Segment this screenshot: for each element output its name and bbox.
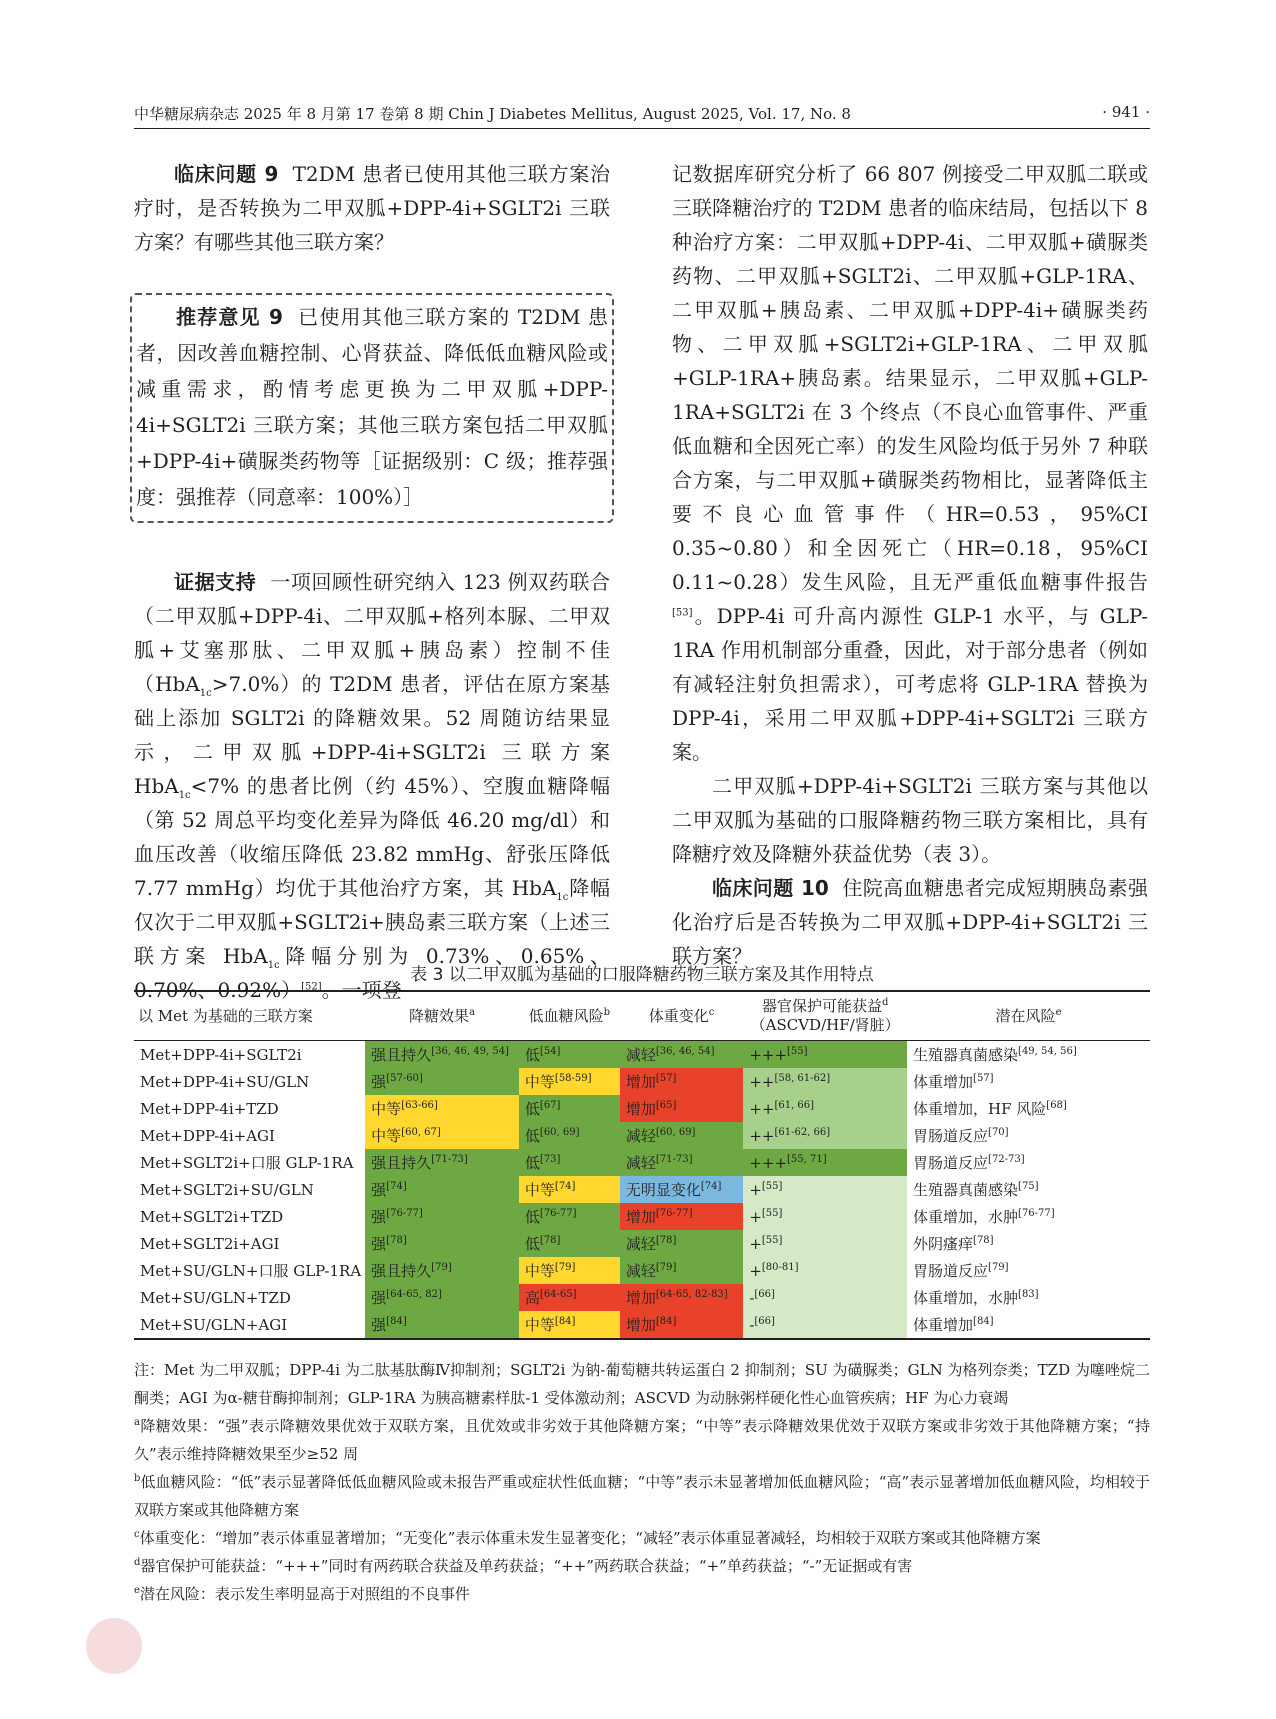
table-row <box>134 1149 1150 1176</box>
note-c <box>134 1524 1150 1552</box>
effect-value: 强且持久 <box>371 1154 432 1172</box>
effect-cell <box>365 1311 519 1339</box>
risk-cell <box>907 1257 1150 1284</box>
effect-value: 强 <box>371 1181 387 1199</box>
weight-value: 增加 <box>625 1289 656 1307</box>
note-text: 体重变化：“增加”表示体重显著增加；“无变化”表示体重未发生显著变化；“减轻”表示体重显著减轻，均相较于双联方案或其他降糖方案 <box>139 1529 1041 1547</box>
organ-cell <box>743 1311 907 1339</box>
citation: [65] <box>655 1100 677 1111</box>
citation: [67] <box>539 1100 561 1111</box>
weight-cell <box>620 1068 743 1095</box>
citation: [36, 46, 54] <box>655 1046 715 1057</box>
clinical-question-10 <box>672 871 1148 973</box>
organ-cell <box>743 1149 907 1176</box>
citation: [55] <box>761 1207 783 1219</box>
hypo-value: 中等 <box>524 1073 555 1091</box>
organ-cell <box>743 1095 907 1122</box>
hypo-cell <box>519 1149 620 1176</box>
body-text: 记数据库研究分析了 66 807 例接受二甲双胍二联或三联降糖治疗的 T2DM 患者的临床结局，包括以下 8 种治疗方案：二甲双胍+DPP-4i、二甲双胍+磺脲类药物、二甲双胍+SGLT2i、二甲双胍+GLP-1RA、二甲双胍+胰岛素、二甲双胍+DPP-4i+磺脲类药物、二甲双胍+SGLT2i+GLP-1RA、二甲双胍+GLP-1RA+胰岛素。结果显示，二甲双胍+GLP-1RA+SGLT2i 在 3 个终点（不良心血管事件、严重低血糖和全因死亡率）的发生风险均低于另外 7 种联合方案，与二甲双胍+磺脲类药物相比，显著降低主要不良心血管事件（HR=0.53，95%CI 0.35~0.80）和全因死亡（HR=0.18，95%CI 0.11~0.28）发生风险，且无严重低血糖事件报告 <box>672 162 1148 594</box>
citation: [57-60] <box>386 1073 423 1084</box>
organ-value: + <box>749 1234 762 1253</box>
hypo-value: 低 <box>524 1127 540 1145</box>
citation: [36, 46, 49, 54] <box>431 1046 509 1057</box>
effect-value: 强 <box>371 1289 387 1307</box>
q10-text: 住院高血糖患者完成短期胰岛素强化治疗后是否转换为二甲双胍+DPP-4i+SGLT2i 三联方案？ <box>672 876 1149 968</box>
citation: [53] <box>672 607 693 619</box>
regimen-table <box>134 990 1150 1340</box>
hypo-value: 中等 <box>524 1262 555 1280</box>
citation: [57] <box>973 1073 994 1084</box>
registry-paragraph <box>672 157 1148 769</box>
citation: [76-77] <box>386 1208 423 1219</box>
citation: [84] <box>655 1316 677 1327</box>
citation: [55, 71] <box>787 1153 827 1165</box>
weight-cell <box>620 1041 743 1069</box>
effect-value: 强 <box>371 1316 387 1334</box>
organ-value: - <box>749 1288 755 1307</box>
weight-cell <box>620 1176 743 1203</box>
citation: [73] <box>539 1154 561 1165</box>
organ-value: +++ <box>749 1153 788 1172</box>
evidence-label: 证据支持 <box>174 570 257 594</box>
organ-value: ++ <box>749 1072 775 1091</box>
evidence-text: <7% 的患者比例（约 45%）、空腹血糖降幅（第 52 周总平均变化差异为降低 46.20 mg/dl）和血压改善（收缩压降低 23.82 mmHg、舒张压降低 7.77 mmHg）均优于其他治疗方案，其 HbA <box>134 774 610 900</box>
citation: [55] <box>787 1045 808 1057</box>
citation: [52] <box>301 981 322 993</box>
organ-value: ++ <box>749 1126 775 1145</box>
left-column <box>134 157 610 1007</box>
citation: [64-65, 82] <box>386 1289 442 1300</box>
risk-value: 体重增加 <box>913 1073 974 1091</box>
citation: [68] <box>1046 1100 1067 1111</box>
header-note-marker: e <box>1055 1006 1062 1018</box>
comparison-paragraph: 二甲双胍+DPP-4i+SGLT2i 三联方案与其他以二甲双胍为基础的口服降糖药物三联方案相比，具有降糖疗效及降糖外获益优势（表 3）。 <box>672 774 1148 866</box>
note-marker: a <box>134 1417 140 1428</box>
table-row <box>134 1257 1150 1284</box>
citation: [49, 54, 56] <box>1018 1046 1077 1057</box>
risk-cell <box>907 1095 1150 1122</box>
organ-value: +++ <box>749 1045 788 1064</box>
citation: [64-65, 82-83] <box>655 1289 728 1300</box>
hypo-value: 低 <box>524 1154 540 1172</box>
effect-cell <box>365 1149 519 1176</box>
regimen-cell: Met+SGLT2i+口服 GLP-1RA <box>140 1154 354 1172</box>
hypo-value: 低 <box>524 1046 540 1064</box>
citation: [79] <box>431 1262 452 1273</box>
citation: [71-73] <box>431 1154 468 1165</box>
note-b <box>134 1468 1150 1524</box>
q9-label: 临床问题 9 <box>174 162 279 186</box>
organ-value: - <box>749 1315 755 1334</box>
citation: [76-77] <box>655 1208 693 1219</box>
effect-cell <box>365 1068 519 1095</box>
table-row <box>134 1284 1150 1311</box>
effect-value: 强 <box>371 1073 387 1091</box>
citation: [58, 61-62] <box>774 1072 831 1084</box>
citation: [76-77] <box>1018 1208 1055 1219</box>
table-header-row <box>134 991 1150 1041</box>
hypo-value: 中等 <box>524 1181 555 1199</box>
weight-cell <box>620 1257 743 1284</box>
header-note-marker: a <box>469 1006 476 1018</box>
note-marker: c <box>134 1529 140 1540</box>
weight-cell <box>620 1095 743 1122</box>
effect-value: 强 <box>371 1235 387 1253</box>
citation: [60, 69] <box>539 1127 580 1138</box>
regimen-cell: Met+DPP-4i+TZD <box>140 1099 279 1118</box>
weight-value: 减轻 <box>625 1235 656 1253</box>
organ-cell <box>743 1203 907 1230</box>
effect-value: 强且持久 <box>371 1046 432 1064</box>
header-subtitle: （ASCVD/HF/肾脏） <box>750 1016 900 1034</box>
risk-value: 体重增加，HF 风险 <box>913 1100 1047 1118</box>
citation: [84] <box>973 1316 994 1327</box>
rec9-label: 推荐意见 9 <box>176 305 283 329</box>
hypo-value: 低 <box>524 1100 540 1118</box>
weight-cell <box>620 1230 743 1257</box>
column-header: 潜在风险$^e$ <box>907 991 1150 1041</box>
note-text: 降糖效果：“强”表示降糖效果优效于双联方案，且优效或非劣效于其他降糖方案；“中等”表示降糖效果优效于双联方案或非劣效于其他降糖方案；“持久”表示维持降糖效果至少≥52 周 <box>134 1417 1150 1463</box>
effect-cell <box>365 1257 519 1284</box>
column-header: 体重变化$^c$ <box>620 991 743 1041</box>
table-row <box>134 1230 1150 1257</box>
table-notes <box>134 1356 1150 1608</box>
citation: [79] <box>655 1262 677 1273</box>
subscript: 1c <box>178 790 191 801</box>
risk-cell <box>907 1203 1150 1230</box>
table-row <box>134 1068 1150 1095</box>
risk-cell <box>907 1176 1150 1203</box>
subscript: 1c <box>199 688 212 699</box>
recommendation-9 <box>136 299 608 515</box>
citation: [60, 69] <box>655 1127 696 1138</box>
evidence-text: 一项回顾性研究纳入 123 例双药联合（二甲双胍+DPP-4i、二甲双胍+格列本脲、二甲双胍+艾塞那肽、二甲双胍+胰岛素）控制不佳（HbA <box>134 570 611 696</box>
citation: [55] <box>761 1180 783 1192</box>
hypo-cell <box>519 1068 620 1095</box>
note-d <box>134 1552 1150 1580</box>
page-number: · 941 · <box>1102 103 1150 121</box>
q10-label: 临床问题 10 <box>712 876 829 900</box>
hypo-value: 中等 <box>524 1316 555 1334</box>
rec9-text: 已使用其他三联方案的 T2DM 患者，因改善血糖控制、心肾获益、降低低血糖风险或减重需求，酌情考虑更换为二甲双胍+DPP-4i+SGLT2i 三联方案；其他三联方案包括二甲双胍+DPP-4i+磺脲类药物等［证据级别：C 级；推荐强度：强推荐（同意率：100%）］ <box>136 305 609 509</box>
publisher-seal-icon <box>86 1618 142 1674</box>
citation: [80-81] <box>761 1261 799 1273</box>
clinical-question-9 <box>134 157 610 259</box>
subscript: 1c <box>267 960 280 971</box>
weight-value: 增加 <box>625 1100 656 1118</box>
column-header: 降糖效果$^a$ <box>365 991 519 1041</box>
weight-value: 增加 <box>625 1208 656 1226</box>
note-text: 潜在风险：表示发生率明显高于对照组的不良事件 <box>139 1585 470 1603</box>
hypo-cell <box>519 1041 620 1069</box>
risk-value: 生殖器真菌感染 <box>913 1181 1019 1199</box>
weight-cell <box>620 1122 743 1149</box>
column-header: 器官保护可能获益$^d$ （ASCVD/HF/肾脏） <box>743 991 907 1041</box>
header-note-marker: b <box>603 1006 611 1018</box>
risk-value: 体重增加，水肿 <box>913 1208 1019 1226</box>
risk-cell <box>907 1149 1150 1176</box>
risk-value: 胃肠道反应 <box>913 1154 989 1172</box>
risk-cell <box>907 1068 1150 1095</box>
weight-cell <box>620 1284 743 1311</box>
regimen-cell: Met+SU/GLN+口服 GLP-1RA <box>140 1262 362 1280</box>
organ-cell <box>743 1068 907 1095</box>
effect-cell <box>365 1095 519 1122</box>
citation: [79] <box>554 1262 576 1273</box>
risk-cell <box>907 1230 1150 1257</box>
risk-value: 体重增加 <box>913 1316 974 1334</box>
hypo-cell <box>519 1176 620 1203</box>
table-row <box>134 1203 1150 1230</box>
weight-value: 减轻 <box>625 1046 656 1064</box>
note-marker: b <box>134 1473 141 1484</box>
effect-cell <box>365 1176 519 1203</box>
organ-cell <box>743 1230 907 1257</box>
organ-value: + <box>749 1180 762 1199</box>
evidence-text: 。一项登 <box>321 978 402 1002</box>
citation: [64-65] <box>539 1289 577 1300</box>
header-rule <box>134 128 1150 129</box>
citation: [74] <box>386 1181 407 1192</box>
note-text: 器官保护可能获益：“+++”同时有两药联合获益及单药获益；“++”两药联合获益；“+”单药获益；“-”无证据或有害 <box>140 1557 913 1575</box>
organ-value: + <box>749 1207 762 1226</box>
hypo-value: 低 <box>524 1235 540 1253</box>
risk-value: 体重增加，水肿 <box>913 1289 1019 1307</box>
weight-cell <box>620 1311 743 1339</box>
table-row <box>134 1176 1150 1203</box>
citation: [74] <box>554 1181 576 1192</box>
subscript: 1c <box>556 892 569 903</box>
q9-text: T2DM 患者已使用其他三联方案治疗时，是否转换为二甲双胍+DPP-4i+SGLT2i 三联方案？有哪些其他三联方案？ <box>134 162 610 254</box>
evidence-text: 降幅分别为 0.73%、0.65%、0.70%、0.92%） <box>134 944 610 1002</box>
note-text: 低血糖风险：“低”表示显著降低低血糖风险或未报告严重或症状性低血糖；“中等”表示未显著增加低血糖风险；“高”表示显著增加低血糖风险，均相较于双联方案或其他降糖方案 <box>134 1473 1150 1519</box>
regimen-cell: Met+SU/GLN+TZD <box>140 1288 291 1307</box>
table-row <box>134 1095 1150 1122</box>
citation: [83] <box>1018 1289 1039 1300</box>
evidence-text: 降幅仅次于二甲双胍+SGLT2i+胰岛素三联方案（上述三联方案 HbA <box>134 876 611 968</box>
weight-cell <box>620 1203 743 1230</box>
risk-value: 胃肠道反应 <box>913 1262 989 1280</box>
weight-cell <box>620 1149 743 1176</box>
hypo-cell <box>519 1257 620 1284</box>
effect-cell <box>365 1230 519 1257</box>
risk-cell <box>907 1311 1150 1339</box>
citation: [57] <box>655 1073 677 1084</box>
regimen-cell: Met+SGLT2i+SU/GLN <box>140 1180 314 1199</box>
organ-cell <box>743 1041 907 1069</box>
hypo-value: 低 <box>524 1208 540 1226</box>
risk-value: 生殖器真菌感染 <box>913 1046 1019 1064</box>
effect-cell <box>365 1284 519 1311</box>
citation: [75] <box>1018 1181 1039 1192</box>
organ-cell <box>743 1176 907 1203</box>
regimen-cell: Met+SU/GLN+AGI <box>134 1311 365 1339</box>
column-header: 低血糖风险$^b$ <box>519 991 620 1041</box>
citation: [70] <box>988 1127 1009 1138</box>
regimen-cell: Met+DPP-4i+SU/GLN <box>140 1072 310 1091</box>
effect-cell <box>365 1203 519 1230</box>
journal-citation: 中华糖尿病杂志 2025 年 8 月第 17 卷第 8 期 Chin J Diabetes Mellitus, August 2025, Vol. 17, No. 8 <box>134 105 851 123</box>
running-header <box>134 103 1150 124</box>
effect-value: 中等 <box>371 1100 402 1118</box>
effect-value: 强且持久 <box>371 1262 432 1280</box>
citation: [60, 67] <box>401 1127 441 1138</box>
regimen-cell: Met+SGLT2i+AGI <box>140 1234 280 1253</box>
hypo-cell <box>519 1230 620 1257</box>
weight-value: 增加 <box>625 1073 656 1091</box>
organ-value: + <box>749 1261 762 1280</box>
citation: [78] <box>973 1235 994 1246</box>
organ-cell <box>743 1257 907 1284</box>
citation: [72-73] <box>988 1154 1025 1165</box>
evidence-paragraph <box>134 565 610 1007</box>
weight-value: 减轻 <box>625 1262 656 1280</box>
regimen-cell: Met+DPP-4i+SGLT2i <box>140 1045 302 1064</box>
body-text: 。DPP-4i 可升高内源性 GLP-1 水平，与 GLP-1RA 作用机制部分重叠，因此，对于部分患者（例如有减轻注射负担需求），可考虑将 GLP-1RA 替换为 DPP-4i，采用二甲双胍+DPP-4i+SGLT2i 三联方案。 <box>672 604 1148 764</box>
header-note-marker: d <box>881 997 889 1008</box>
header-note-marker: c <box>708 1006 715 1018</box>
spacer <box>134 259 610 293</box>
hypo-value: 高 <box>524 1289 540 1307</box>
regimen-cell: Met+DPP-4i+AGI <box>140 1126 275 1145</box>
citation: [78] <box>655 1235 677 1246</box>
hypo-cell <box>519 1284 620 1311</box>
citation: [54] <box>539 1046 561 1057</box>
note-marker: e <box>134 1585 140 1596</box>
citation: [71-73] <box>655 1154 693 1165</box>
regimen-cell: Met+SGLT2i+TZD <box>140 1207 284 1226</box>
citation: [61-62, 66] <box>774 1126 831 1138</box>
risk-cell <box>907 1122 1150 1149</box>
evidence-text: >7.0%）的 T2DM 患者，评估在原方案基础上添加 SGLT2i 的降糖效果。52 周随访结果显示，二甲双胍+DPP-4i+SGLT2i 三联方案 HbA <box>134 672 610 798</box>
citation: [58-59] <box>554 1073 592 1084</box>
organ-cell <box>743 1122 907 1149</box>
note-e <box>134 1580 1150 1608</box>
risk-cell <box>907 1041 1150 1069</box>
citation: [84] <box>386 1316 407 1327</box>
weight-value: 减轻 <box>625 1127 656 1145</box>
citation: [66] <box>754 1288 775 1300</box>
risk-value: 外阴瘙痒 <box>913 1235 974 1253</box>
organ-value: ++ <box>749 1099 775 1118</box>
citation: [66] <box>754 1315 775 1327</box>
weight-value: 减轻 <box>625 1154 656 1172</box>
citation: [84] <box>554 1316 576 1327</box>
citation: [78] <box>539 1235 561 1246</box>
citation: [74] <box>700 1181 722 1192</box>
note-a <box>134 1412 1150 1468</box>
table-row <box>134 1041 1150 1069</box>
effect-cell <box>365 1041 519 1069</box>
citation: [63-66] <box>401 1100 438 1111</box>
recommendation-box <box>130 293 614 523</box>
table-title: 表 3 以二甲双胍为基础的口服降糖药物三联方案及其作用特点 <box>410 965 874 985</box>
citation: [79] <box>988 1262 1009 1273</box>
right-column <box>672 157 1148 973</box>
effect-cell <box>365 1122 519 1149</box>
organ-cell <box>743 1284 907 1311</box>
risk-value: 胃肠道反应 <box>913 1127 989 1145</box>
citation: [55] <box>761 1234 783 1246</box>
note-marker: d <box>134 1557 141 1568</box>
hypo-cell <box>519 1311 620 1339</box>
hypo-cell <box>519 1203 620 1230</box>
effect-value: 中等 <box>371 1127 402 1145</box>
citation: [61, 66] <box>774 1099 815 1111</box>
note-abbreviations: 注：Met 为二甲双胍；DPP-4i 为二肽基肽酶Ⅳ抑制剂；SGLT2i 为钠-葡萄糖共转运蛋白 2 抑制剂；SU 为磺脲类；GLN 为格列奈类；TZD 为噻唑烷二酮类；AGI 为α-糖苷酶抑制剂；GLP-1RA 为胰高糖素样肽-1 受体激动剂；ASCVD 为动脉粥样硬化性心血管疾病；HF 为心力衰竭 <box>134 1361 1150 1407</box>
table-row <box>134 1311 1150 1339</box>
hypo-cell <box>519 1122 620 1149</box>
citation: [76-77] <box>539 1208 577 1219</box>
risk-cell <box>907 1284 1150 1311</box>
citation: [78] <box>386 1235 407 1246</box>
weight-value: 无明显变化 <box>625 1181 701 1199</box>
spacer <box>134 523 610 565</box>
weight-value: 增加 <box>625 1316 656 1334</box>
hypo-cell <box>519 1095 620 1122</box>
column-header: 以 Met 为基础的三联方案 <box>134 991 365 1041</box>
table-row <box>134 1122 1150 1149</box>
effect-value: 强 <box>371 1208 387 1226</box>
